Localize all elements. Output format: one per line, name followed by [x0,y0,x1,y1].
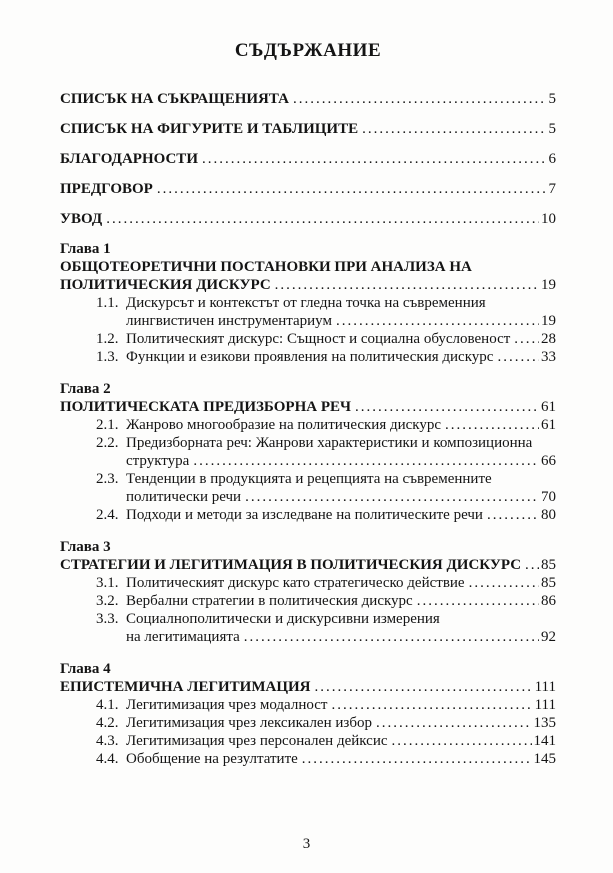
dot-leader [525,556,539,574]
toc-entry-acknowledgements [60,150,556,168]
dot-leader [362,120,546,138]
chapter-1-section [60,240,556,366]
toc-item-1-3 [60,348,556,366]
item-text-line: лингвистичен инструментариум [126,313,332,329]
chapter-3-section [60,538,556,646]
item-number: 2.1. [96,417,119,433]
toc-entry-preface [60,180,556,198]
item-text-line: Жанрово многообразие на политическия дискурс [126,417,442,433]
dot-leader [244,628,539,646]
dot-leader [336,312,539,330]
item-text-line: Подходи и методи за изследване на политическите речи [126,507,483,523]
dot-leader [106,210,539,228]
toc-page-number: 5 [548,91,556,107]
chapter-title [60,678,556,696]
toc-page-number: 6 [548,151,556,167]
item-text-line: на легитимацията [126,629,240,645]
toc-item-3-1 [60,574,556,592]
footer-page-number: 3 [302,836,311,852]
chapter-title-line: ПОЛИТИЧЕСКАТА ПРЕДИЗБОРНА РЕЧ [60,399,351,415]
chapter-title [60,258,556,294]
dot-leader [417,592,539,610]
item-text-line: Политическият дискурс като стратегическо действие [126,575,465,591]
toc-item-2-3 [60,470,556,506]
item-number: 1.2. [96,331,119,347]
item-text-line: Функции и езикови проявления на политическия дискурс [126,349,494,365]
item-text-line: Легитимизация чрез персонален дейксис [126,733,388,749]
dot-leader [376,714,532,732]
toc-entry-label: УВОД [60,211,103,227]
item-text-line: Предизборната реч: Жанрови характеристики и композиционна [126,435,533,451]
toc-page-number: 7 [548,181,556,197]
dot-leader [497,348,539,366]
toc-item-4-1 [60,696,556,714]
toc-page-number: 86 [541,593,556,609]
front-matter-section [60,90,556,228]
item-number: 1.1. [96,295,119,311]
dot-leader [514,330,539,348]
toc-entry-label: СПИСЪК НА СЪКРАЩЕНИЯТА [60,91,289,107]
chapter-label: Глава 2 [60,381,111,397]
item-number: 4.4. [96,751,119,767]
toc-entry-abbreviations [60,90,556,108]
toc-item-3-3 [60,610,556,646]
toc-entry-label: БЛАГОДАРНОСТИ [60,151,198,167]
toc-page-number: 145 [533,751,556,767]
toc-page-number: 5 [548,121,556,137]
toc-item-4-4 [60,750,556,768]
item-text-line: структура [126,453,190,469]
toc-page-number: 92 [541,629,556,645]
toc-page-number: 111 [534,679,556,695]
dot-leader [355,398,539,416]
item-text-line: Дискурсът и контекстът от гледна точка на съвременния [126,295,486,311]
dot-leader [302,750,532,768]
toc-item-1-1 [60,294,556,330]
toc-page-number: 28 [541,331,556,347]
chapter-label: Глава 3 [60,539,111,555]
toc-item-3-2 [60,592,556,610]
toc-page-number: 19 [541,277,556,293]
toc-page-number: 33 [541,349,556,365]
chapter-title-line: ПОЛИТИЧЕСКИЯ ДИСКУРС [60,277,271,293]
chapter-label: Глава 1 [60,241,111,257]
toc-page-number: 61 [541,399,556,415]
toc-entry-label: СПИСЪК НА ФИГУРИТЕ И ТАБЛИЦИТЕ [60,121,359,137]
toc-page-number: 66 [541,453,556,469]
toc-page-number: 111 [534,697,556,713]
chapter-title-line: СТРАТЕГИИ И ЛЕГИТИМАЦИЯ В ПОЛИТИЧЕСКИЯ ДИСКУРС [60,557,522,573]
item-number: 3.1. [96,575,119,591]
chapter-label: Глава 4 [60,661,111,677]
toc-item-2-4 [60,506,556,524]
toc-entry-introduction [60,210,556,228]
item-number: 3.2. [96,593,119,609]
dot-leader [157,180,547,198]
toc-page-number: 10 [541,211,556,227]
dot-leader [193,452,539,470]
item-text-line: Вербални стратегии в политическия дискурс [126,593,413,609]
page-title: СЪДЪРЖАНИЕ [234,40,382,61]
toc-page-number: 80 [541,507,556,523]
toc-item-4-2 [60,714,556,732]
dot-leader [445,416,539,434]
dot-leader [315,678,533,696]
item-number: 2.2. [96,435,119,451]
dot-leader [331,696,532,714]
item-number: 4.2. [96,715,119,731]
dot-leader [469,574,539,592]
dot-leader [487,506,539,524]
chapter-2-section [60,380,556,524]
item-text-line: Политическият дискурс: Същност и социална обусловеност [126,331,511,347]
toc-page-number: 85 [541,557,556,573]
dot-leader [245,488,539,506]
item-number: 1.3. [96,349,119,365]
dot-leader [293,90,547,108]
toc-item-1-2 [60,330,556,348]
item-number: 2.4. [96,507,119,523]
toc-item-4-3 [60,732,556,750]
chapter-title [60,398,556,416]
dot-leader [275,276,539,294]
toc-page-number: 70 [541,489,556,505]
item-text-line: политически речи [126,489,242,505]
toc-item-2-2 [60,434,556,470]
chapter-title-line: ЕПИСТЕМИЧНА ЛЕГИТИМАЦИЯ [60,679,311,695]
toc-page-number: 19 [541,313,556,329]
item-text-line: Легитимизация чрез модалност [126,697,328,713]
item-number: 4.1. [96,697,119,713]
toc-entry-label: ПРЕДГОВОР [60,181,153,197]
toc-page-number: 61 [541,417,556,433]
item-text-line: Социалнополитически и дискурсивни измерения [126,611,440,627]
item-text-line: Тенденции в продукцията и рецепцията на съвременните [126,471,492,487]
item-text-line: Легитимизация чрез лексикален избор [126,715,372,731]
chapter-title-line: ОБЩОТЕОРЕТИЧНИ ПОСТАНОВКИ ПРИ АНАЛИЗА НА [60,259,472,275]
toc-entry-figures-tables [60,120,556,138]
toc-page-number: 135 [533,715,556,731]
item-number: 4.3. [96,733,119,749]
toc-page-number: 85 [541,575,556,591]
item-number: 2.3. [96,471,119,487]
chapter-4-section [60,660,556,768]
chapter-title [60,556,556,574]
item-text-line: Обобщение на резултатите [126,751,298,767]
item-number: 3.3. [96,611,119,627]
toc-page-number: 141 [533,733,556,749]
dot-leader [392,732,532,750]
toc-item-2-1 [60,416,556,434]
dot-leader [202,150,547,168]
